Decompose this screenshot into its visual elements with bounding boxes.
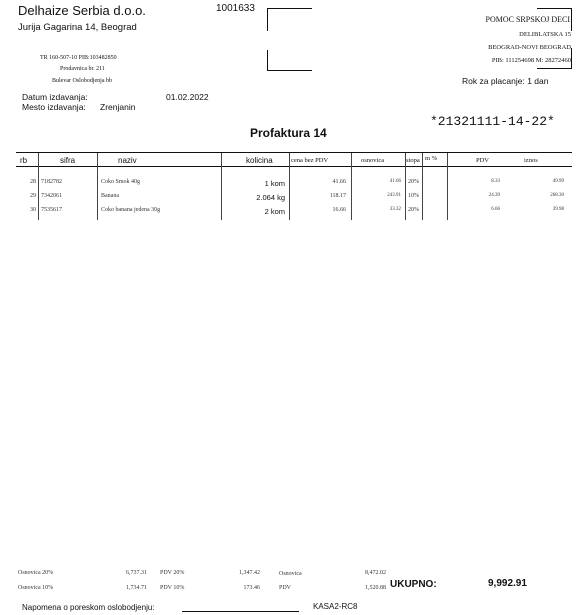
table-row bbox=[0, 179, 584, 192]
cell-iznos: 49.99 bbox=[552, 179, 564, 184]
cell-osnovica: 243.91 bbox=[387, 193, 401, 198]
pdv-value: 1,520.88 bbox=[365, 585, 386, 591]
header-mpct: m % bbox=[425, 155, 438, 162]
header-pdv: PDV bbox=[476, 157, 490, 164]
header-osnovica: osnovica bbox=[361, 157, 385, 164]
buyer-city: BEOGRAD-NOVI BEOGRAD bbox=[488, 44, 571, 51]
cell-stopa: 10% bbox=[408, 193, 419, 199]
table-row bbox=[0, 207, 584, 220]
issue-date-label: Datum izdavanja: bbox=[22, 92, 88, 102]
pdv20-value: 1,347.42 bbox=[239, 570, 260, 576]
seller-name: Delhaize Serbia d.o.o. bbox=[18, 3, 146, 18]
header-cena: cena bez PDV bbox=[291, 157, 329, 164]
pdv-label: PDV bbox=[279, 585, 292, 591]
bracket-bottom-left bbox=[267, 50, 312, 71]
cell-osnovica: 41.66 bbox=[389, 179, 401, 184]
bracket-top-left bbox=[267, 8, 312, 31]
pdv20-label: PDV 20% bbox=[160, 570, 185, 576]
cell-stopa: 20% bbox=[408, 179, 419, 185]
issue-place-label: Mesto izdavanja: bbox=[22, 102, 86, 112]
osnovica-label: Osnovica bbox=[279, 571, 302, 577]
buyer-street: DELIBLATSKA 15 bbox=[519, 31, 571, 38]
buyer-tax-ids: PIB: 111254698 M: 28272460 bbox=[491, 57, 571, 64]
register-id: KASA2-RC8 bbox=[313, 602, 358, 611]
tax-exemption-note-label: Napomena o poreskom oslobodjenju: bbox=[22, 603, 155, 612]
cell-naziv: Coko banana jedena 30g bbox=[101, 207, 161, 213]
seller-shop-address: Bulevar Oslobodjenja bb bbox=[52, 78, 112, 84]
barcode-text: *21321111-14-22* bbox=[430, 114, 555, 129]
cell-pdv: 8.33 bbox=[491, 179, 500, 184]
pdv10-value: 173.46 bbox=[243, 585, 260, 591]
header-kolicina: kolicina bbox=[246, 156, 273, 165]
header-rb: rb bbox=[20, 156, 28, 165]
cell-pdv: 24.39 bbox=[488, 193, 500, 198]
note-underline bbox=[182, 611, 299, 612]
cell-kolicina: 2 kom bbox=[264, 207, 285, 216]
osnovica10-value: 1,734.71 bbox=[126, 585, 147, 591]
cell-pdv: 6.66 bbox=[491, 207, 500, 212]
cell-sifra: 7342061 bbox=[41, 193, 62, 199]
table-top-rule bbox=[16, 152, 572, 153]
cell-osnovica: 33.32 bbox=[389, 207, 401, 212]
cell-iznos: 268.30 bbox=[550, 193, 564, 198]
table-header-rule bbox=[16, 166, 572, 167]
osnovica20-label: Osnovica 20% bbox=[18, 570, 54, 576]
cell-cena: 16.66 bbox=[332, 207, 346, 213]
header-sifra: sifra bbox=[60, 156, 76, 165]
cell-sifra: 7182782 bbox=[41, 179, 62, 185]
seller-shop: Prodavnica br. 211 bbox=[60, 66, 105, 72]
issue-date: 01.02.2022 bbox=[166, 92, 209, 102]
cell-naziv: Banana bbox=[101, 193, 119, 199]
cell-naziv: Coko Smok 40g bbox=[101, 179, 141, 185]
cell-stopa: 20% bbox=[408, 207, 419, 213]
osnovica-value: 8,472.02 bbox=[365, 570, 386, 576]
ukupno-label: UKUPNO: bbox=[390, 579, 437, 590]
issue-place: Zrenjanin bbox=[100, 102, 136, 112]
ukupno-value: 9,992.91 bbox=[488, 578, 527, 589]
document-number: 1001633 bbox=[216, 3, 255, 14]
cell-kolicina: 1 kom bbox=[264, 179, 285, 188]
cell-kolicina: 2.064 kg bbox=[256, 193, 285, 202]
pdv10-label: PDV 10% bbox=[160, 585, 185, 591]
payment-terms: Rok za placanje: 1 dan bbox=[462, 76, 549, 86]
header-stopa: stopa bbox=[406, 157, 420, 164]
cell-cena: 118.17 bbox=[329, 193, 346, 199]
osnovica20-value: 6,737.31 bbox=[126, 570, 147, 576]
document-title: Profaktura 14 bbox=[250, 126, 327, 140]
cell-rb: 29 bbox=[30, 193, 36, 199]
header-naziv: naziv bbox=[118, 156, 137, 165]
cell-rb: 28 bbox=[30, 179, 36, 185]
cell-sifra: 7535617 bbox=[41, 207, 62, 213]
osnovica10-label: Osnovica 10% bbox=[18, 585, 54, 591]
cell-cena: 41.66 bbox=[332, 179, 346, 185]
table-row bbox=[0, 193, 584, 206]
seller-account: TR 160-507-10 PIB:103482850 bbox=[40, 55, 117, 61]
buyer-name: POMOC SRPSKOJ DECI bbox=[485, 15, 570, 24]
cell-rb: 30 bbox=[30, 207, 36, 213]
header-iznos: iznos bbox=[524, 157, 538, 164]
cell-iznos: 39.98 bbox=[552, 207, 564, 212]
seller-address: Jurija Gagarina 14, Beograd bbox=[18, 22, 137, 33]
